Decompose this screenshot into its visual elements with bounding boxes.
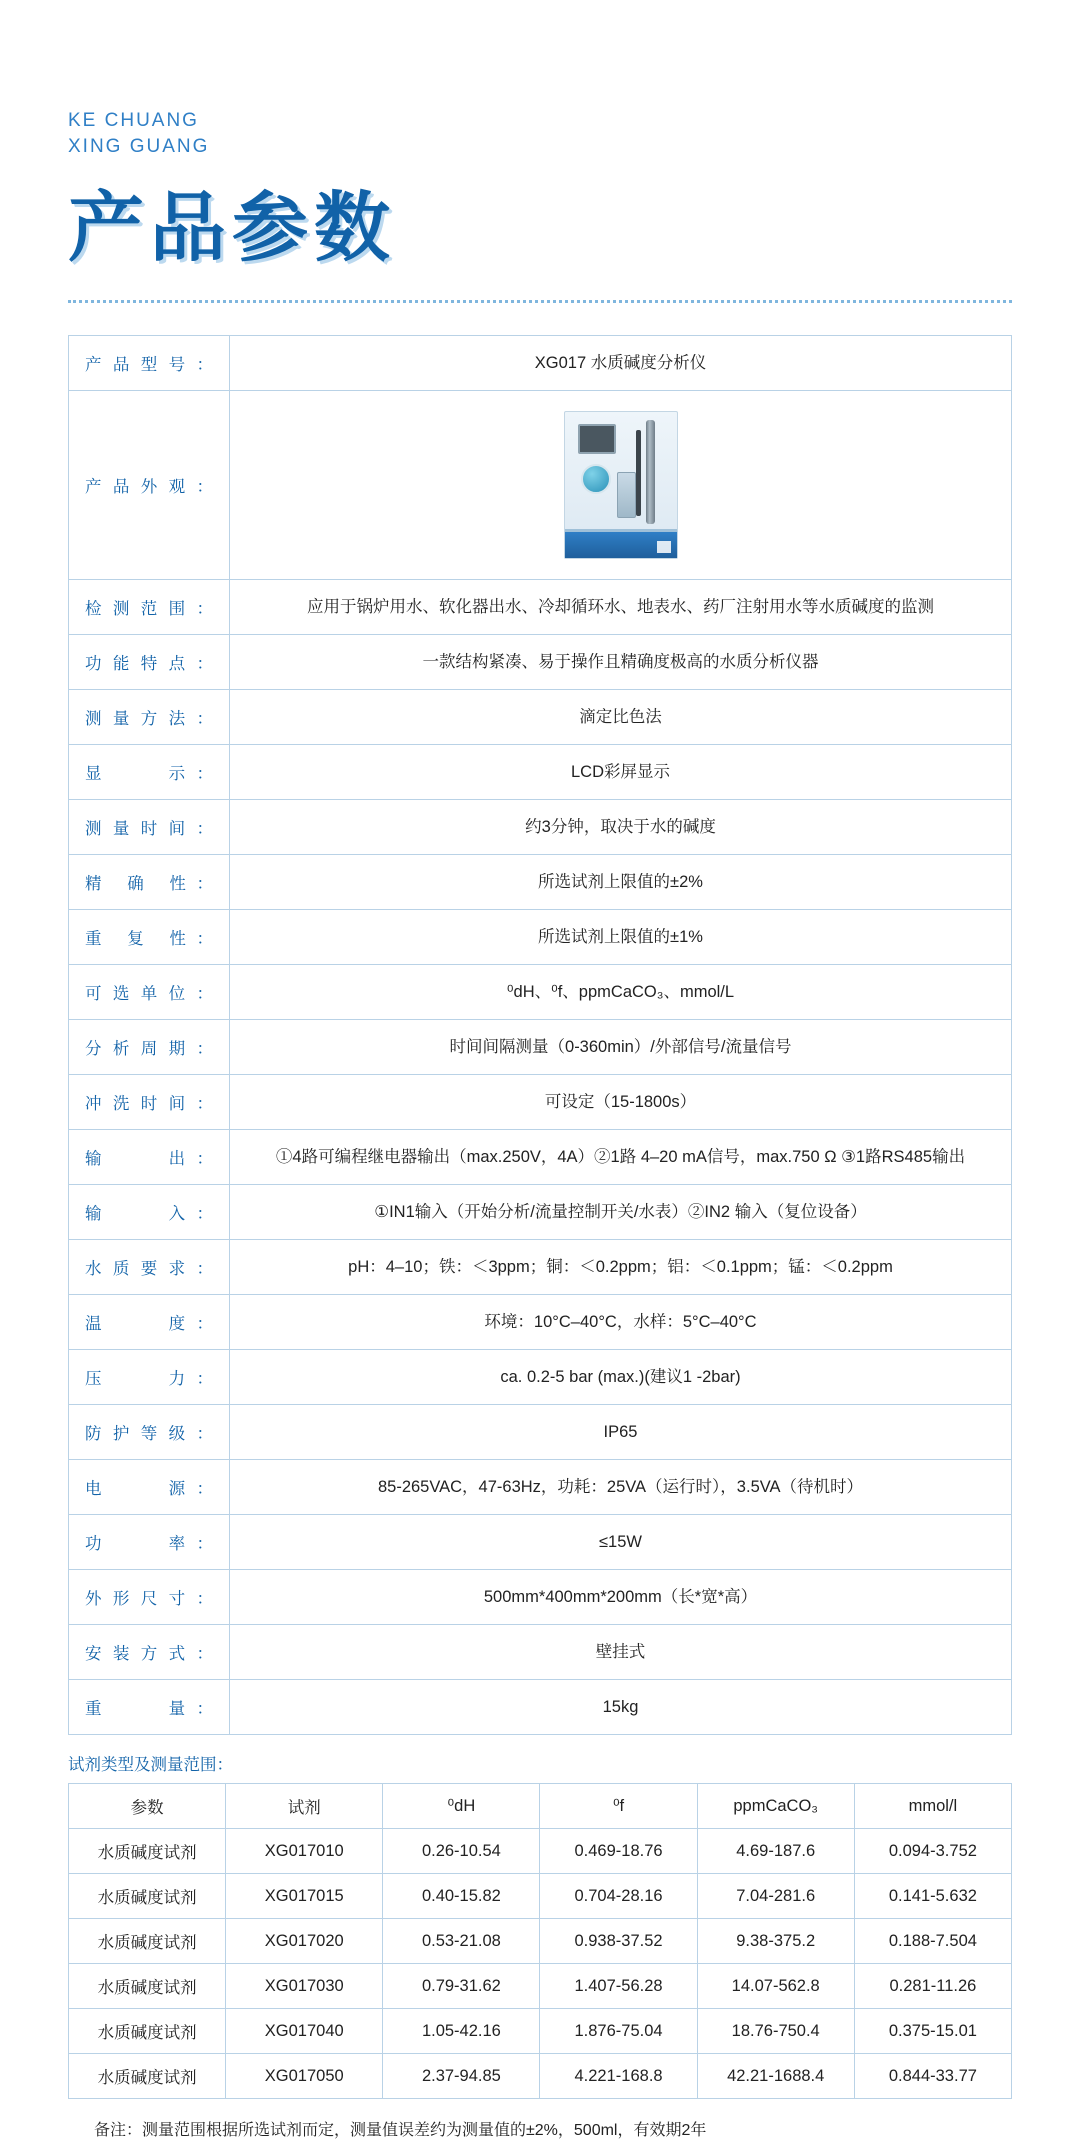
reagent-cell: XG017015 — [226, 1874, 383, 1919]
spec-row — [69, 1295, 1012, 1350]
spec-value: 时间间隔测量（0-360min）/外部信号/流量信号 — [230, 1020, 1012, 1075]
spec-label: 输 入： — [69, 1185, 230, 1240]
spec-value: LCD彩屏显示 — [230, 745, 1012, 800]
spec-row — [69, 391, 1012, 580]
page-title: 产品参数 — [68, 183, 396, 272]
spec-label: 水质要求： — [69, 1240, 230, 1295]
device-screen-icon — [578, 424, 616, 454]
device-dial-icon — [581, 464, 611, 494]
reagent-column-header: 参数 — [69, 1784, 226, 1829]
reagent-cell: 7.04-281.6 — [697, 1874, 854, 1919]
brand-line-1: KE CHUANG — [68, 110, 199, 131]
reagent-cell: 4.69-187.6 — [697, 1829, 854, 1874]
spec-value: ca. 0.2-5 bar (max.)(建议1 -2bar) — [230, 1350, 1012, 1405]
reagent-cell: 1.876-75.04 — [540, 2009, 697, 2054]
reagent-header-row — [69, 1784, 1012, 1829]
reagent-cell: 9.38-375.2 — [697, 1919, 854, 1964]
brand-name — [68, 0, 1012, 160]
brand-line-2: XING GUANG — [68, 136, 210, 157]
table-row — [69, 1919, 1012, 1964]
spec-label: 功 率： — [69, 1515, 230, 1570]
spec-row — [69, 1240, 1012, 1295]
spec-value: 应用于锅炉用水、软化器出水、冷却循环水、地表水、药厂注射用水等水质碱度的监测 — [230, 580, 1012, 635]
reagent-cell: 0.704-28.16 — [540, 1874, 697, 1919]
reagent-cell: 1.407-56.28 — [540, 1964, 697, 2009]
spec-row — [69, 1680, 1012, 1735]
reagent-cell: 0.53-21.08 — [383, 1919, 540, 1964]
spec-label: 测量方法： — [69, 690, 230, 745]
spec-row — [69, 1130, 1012, 1185]
reagent-cell: 0.844-33.77 — [854, 2054, 1011, 2099]
spec-label: 电 源： — [69, 1460, 230, 1515]
reagent-cell: 水质碱度试剂 — [69, 1874, 226, 1919]
reagent-cell: XG017050 — [226, 2054, 383, 2099]
table-row — [69, 2054, 1012, 2099]
spec-value: pH：4–10；铁：＜3ppm；铜：＜0.2ppm；铝：＜0.1ppm；锰：＜0.2ppm — [230, 1240, 1012, 1295]
spec-value: 所选试剂上限值的±2% — [230, 855, 1012, 910]
reagent-column-header: ppmCaCO₃ — [697, 1784, 854, 1829]
reagent-cell: 水质碱度试剂 — [69, 1964, 226, 2009]
reagent-cell: 4.221-168.8 — [540, 2054, 697, 2099]
spec-value: IP65 — [230, 1405, 1012, 1460]
spec-value: ①4路可编程继电器输出（max.250V，4A）②1路 4–20 mA信号，max.750 Ω ③1路RS485输出 — [230, 1130, 1012, 1185]
reagent-section-title: 试剂类型及测量范围： — [68, 1756, 233, 1774]
spec-label: 冲洗时间： — [69, 1075, 230, 1130]
spec-label: 压 力： — [69, 1350, 230, 1405]
spec-value: ⁰dH、⁰f、ppmCaCO₃、mmol/L — [230, 965, 1012, 1020]
spec-row — [69, 745, 1012, 800]
spec-table — [68, 335, 1012, 1735]
reagent-note: 备注：测量范围根据所选试剂而定，测量值误差约为测量值的±2%，500ml，有效期2年 — [94, 2122, 707, 2139]
reagent-cell: 0.094-3.752 — [854, 1829, 1011, 1874]
reagent-column-header: 试剂 — [226, 1784, 383, 1829]
reagent-cell: XG017040 — [226, 2009, 383, 2054]
table-row — [69, 1829, 1012, 1874]
reagent-cell: 水质碱度试剂 — [69, 2054, 226, 2099]
spec-row — [69, 336, 1012, 391]
spec-label: 输 出： — [69, 1130, 230, 1185]
reagent-column-header: ⁰dH — [383, 1784, 540, 1829]
spec-row — [69, 1515, 1012, 1570]
reagent-cell: XG017030 — [226, 1964, 383, 2009]
spec-value: 滴定比色法 — [230, 690, 1012, 745]
reagent-cell: XG017010 — [226, 1829, 383, 1874]
spec-row — [69, 635, 1012, 690]
reagent-cell: 0.469-18.76 — [540, 1829, 697, 1874]
spec-row — [69, 1020, 1012, 1075]
spec-row — [69, 1625, 1012, 1680]
reagent-cell: 0.281-11.26 — [854, 1964, 1011, 2009]
reagent-cell: 水质碱度试剂 — [69, 1919, 226, 1964]
device-tube-icon — [646, 420, 655, 524]
spec-label: 产品型号： — [69, 336, 230, 391]
spec-label: 功能特点： — [69, 635, 230, 690]
spec-label: 防护等级： — [69, 1405, 230, 1460]
spec-label: 可选单位： — [69, 965, 230, 1020]
spec-label: 外形尺寸： — [69, 1570, 230, 1625]
analyzer-device-illustration — [564, 411, 678, 559]
reagent-cell: 水质碱度试剂 — [69, 1829, 226, 1874]
spec-value: 壁挂式 — [230, 1625, 1012, 1680]
spec-row — [69, 910, 1012, 965]
reagent-cell: 2.37-94.85 — [383, 2054, 540, 2099]
table-row — [69, 1964, 1012, 2009]
reagent-cell: 0.375-15.01 — [854, 2009, 1011, 2054]
reagent-table — [68, 1783, 1012, 2099]
spec-label: 分析周期： — [69, 1020, 230, 1075]
reagent-cell: 1.05-42.16 — [383, 2009, 540, 2054]
table-row — [69, 1874, 1012, 1919]
spec-value: 85-265VAC，47-63Hz，功耗：25VA（运行时），3.5VA（待机时） — [230, 1460, 1012, 1515]
spec-label: 检测范围： — [69, 580, 230, 635]
spec-row — [69, 855, 1012, 910]
reagent-cell: 42.21-1688.4 — [697, 2054, 854, 2099]
divider-dotted — [68, 300, 1012, 303]
spec-value: 一款结构紧凑、易于操作且精确度极高的水质分析仪器 — [230, 635, 1012, 690]
spec-row — [69, 965, 1012, 1020]
spec-label: 温 度： — [69, 1295, 230, 1350]
reagent-column-header: mmol/l — [854, 1784, 1011, 1829]
reagent-cell: 0.79-31.62 — [383, 1964, 540, 2009]
spec-row — [69, 1350, 1012, 1405]
spec-row — [69, 800, 1012, 855]
reagent-cell: 0.188-7.504 — [854, 1919, 1011, 1964]
spec-label: 重 复 性： — [69, 910, 230, 965]
spec-row — [69, 1075, 1012, 1130]
spec-value: ①IN1输入（开始分析/流量控制开关/水表）②IN2 输入（复位设备） — [230, 1185, 1012, 1240]
reagent-cell: 18.76-750.4 — [697, 2009, 854, 2054]
device-inner-tube-icon — [636, 430, 641, 516]
reagent-cell: 0.141-5.632 — [854, 1874, 1011, 1919]
spec-value: 环境：10°C–40°C，水样：5°C–40°C — [230, 1295, 1012, 1350]
spec-value: XG017 水质碱度分析仪 — [230, 336, 1012, 391]
spec-value: 可设定（15-1800s） — [230, 1075, 1012, 1130]
spec-row — [69, 1460, 1012, 1515]
reagent-cell: XG017020 — [226, 1919, 383, 1964]
reagent-cell: 0.938-37.52 — [540, 1919, 697, 1964]
spec-label: 测量时间： — [69, 800, 230, 855]
reagent-cell: 0.40-15.82 — [383, 1874, 540, 1919]
product-image — [230, 391, 1012, 580]
reagent-cell: 0.26-10.54 — [383, 1829, 540, 1874]
reagent-column-header: ⁰f — [540, 1784, 697, 1829]
spec-row — [69, 690, 1012, 745]
spec-value: 约3分钟，取决于水的碱度 — [230, 800, 1012, 855]
spec-value: ≤15W — [230, 1515, 1012, 1570]
spec-row — [69, 1570, 1012, 1625]
spec-row — [69, 1185, 1012, 1240]
reagent-cell: 14.07-562.8 — [697, 1964, 854, 2009]
spec-row — [69, 1405, 1012, 1460]
spec-label: 安装方式： — [69, 1625, 230, 1680]
spec-label: 重 量： — [69, 1680, 230, 1735]
reagent-cell: 水质碱度试剂 — [69, 2009, 226, 2054]
spec-row — [69, 580, 1012, 635]
spec-value: 500mm*400mm*200mm（长*宽*高） — [230, 1570, 1012, 1625]
table-row — [69, 2009, 1012, 2054]
device-bottle-icon — [617, 472, 636, 518]
spec-value: 15kg — [230, 1680, 1012, 1735]
spec-label: 产品外观： — [69, 391, 230, 580]
spec-label: 显 示： — [69, 745, 230, 800]
device-logo-icon — [657, 541, 671, 553]
spec-value: 所选试剂上限值的±1% — [230, 910, 1012, 965]
spec-label: 精 确 性： — [69, 855, 230, 910]
